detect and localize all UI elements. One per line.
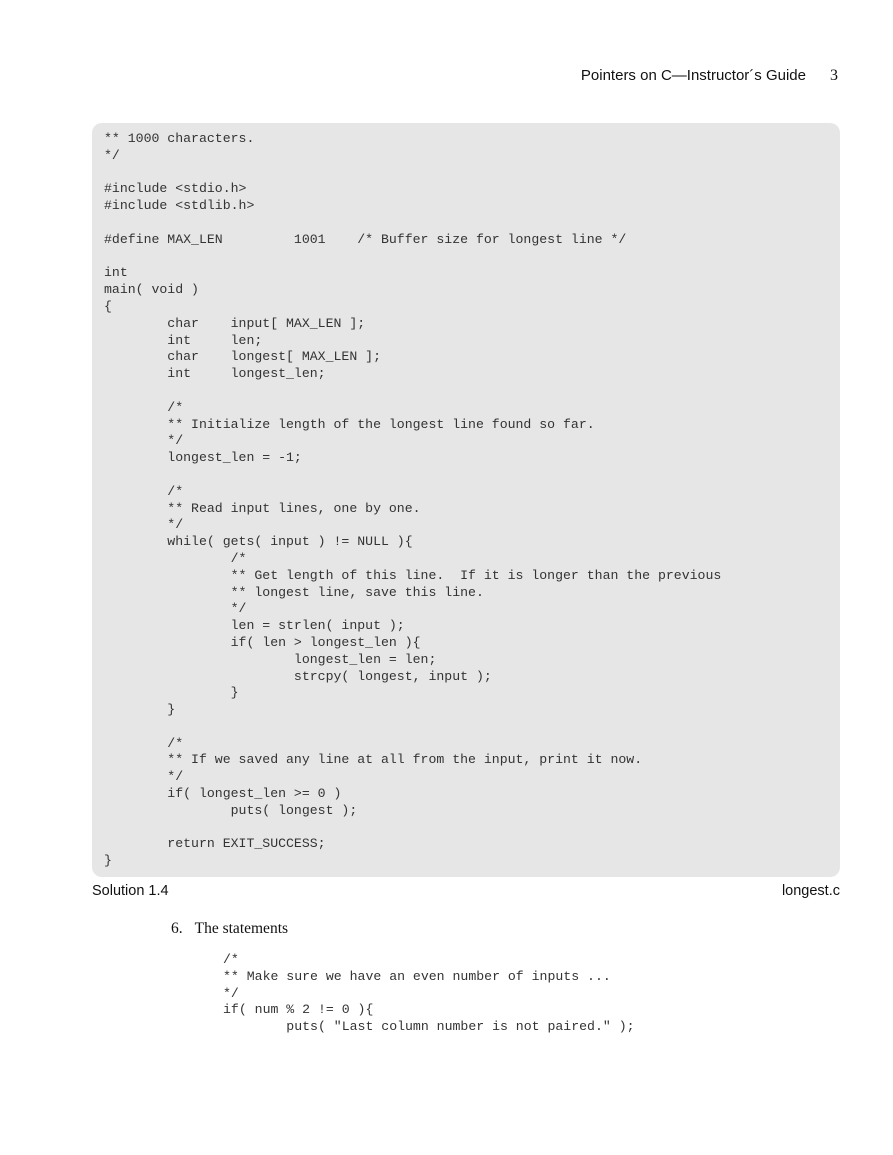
code-listing-box [92,123,840,877]
code-listing: ** 1000 characters. */ #include <stdio.h> #include <stdlib.h> #define MAX_LEN 1001 /* Buffer size for longest line */ int main( void ) { char input[ MAX_LEN ]; int len; char longest[ MAX_LEN ]; int longest_len; /* ** Initialize length of the longest line found so far. */ longest_len = -1; /* ** Read input lines, one by one. */ while( gets( input ) != NULL ){ /* ** Get length of this line. If it is longer than the previous ** longest line, save this line. */ len = strlen( input ); if( len > longest_len ){ longest_len = len; strcpy( longest, input ); } } /* ** If we saved any line at all from the input, print it now. */ if( longest_len >= 0 ) puts( longest ); return EXIT_SUCCESS; } [104,131,722,869]
item-number: 6. [171,920,183,937]
running-title: Pointers on C—Instructor´s Guide [580,67,806,84]
running-header [581,67,838,85]
page-number: 3 [830,67,838,84]
example-code-block [223,952,635,1036]
numbered-item [171,920,288,938]
file-name-caption: longest.c [781,883,840,899]
item-text: The statements [194,920,289,937]
example-code: /* ** Make sure we have an even number of inputs ... */ if( num % 2 != 0 ){ puts( "Last column number is not paired." ); [223,952,635,1035]
solution-caption: Solution 1.4 [92,883,169,899]
